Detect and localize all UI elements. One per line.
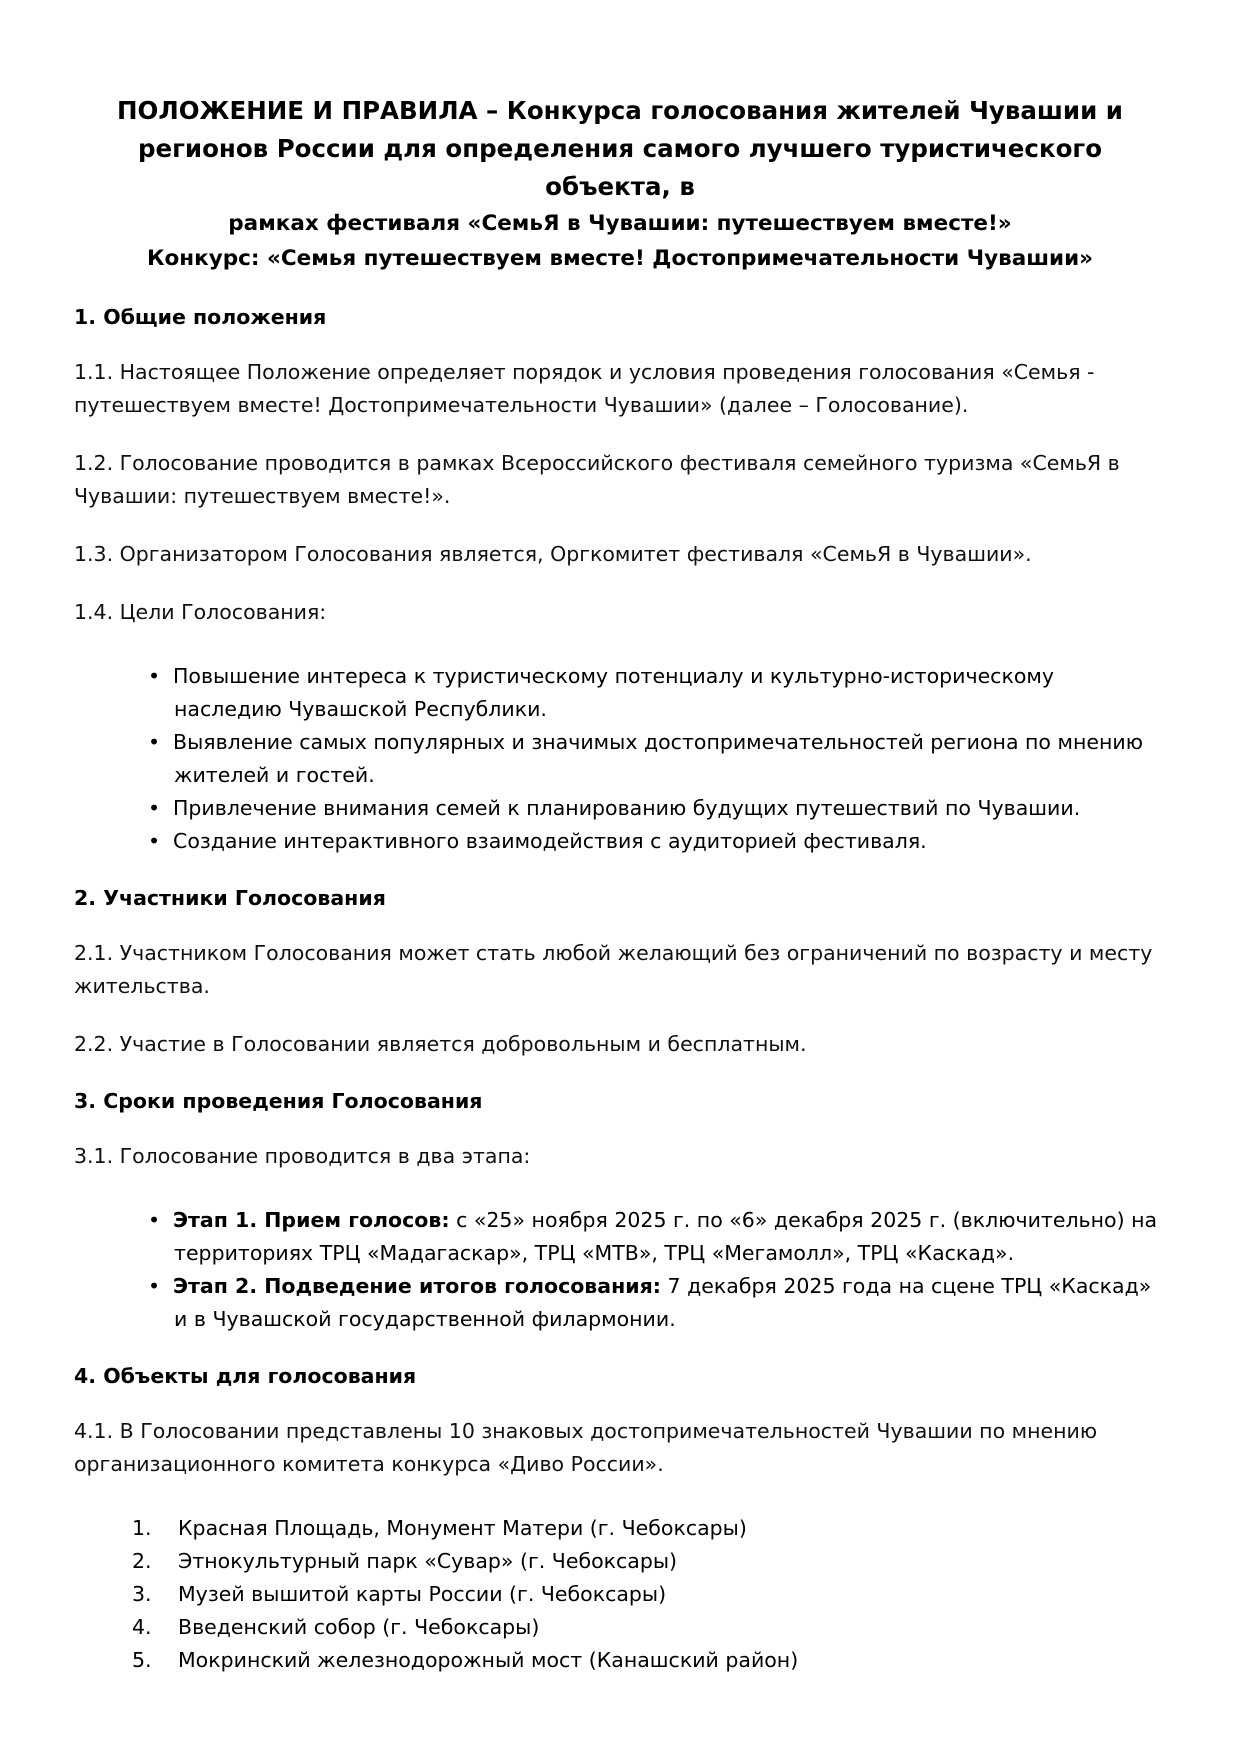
list-item-text — [174, 1204, 1166, 1270]
list-item-text: Красная Площадь, Монумент Матери (г. Чебоксары) — [178, 1516, 747, 1540]
goals-list — [74, 660, 1166, 858]
list-item-text: Музей вышитой карты России (г. Чебоксары) — [178, 1582, 667, 1606]
list-item-number: 1. — [132, 1516, 152, 1540]
list-item-number: 5. — [132, 1648, 152, 1672]
paragraph: 4.1. В Голосовании представлены 10 знаковых достопримечательностей Чувашии по мнению организационного комитета конкурса «Диво России». — [74, 1419, 1098, 1476]
title-line: Конкурс: «Семья путешествуем вместе! Достопримечательности Чувашии» — [146, 246, 1094, 271]
list-item-text: Создание интерактивного взаимодействия с аудиторией фестиваля. — [173, 829, 927, 853]
list-item — [148, 1204, 1166, 1270]
title-line: регионов России для определения самого лучшего туристического объекта, в — [137, 134, 1103, 201]
list-item-text: Привлечение внимания семей к планированию будущих путешествий по Чувашии. — [173, 796, 1081, 820]
paragraph: 1.1. Настоящее Положение определяет порядок и условия проведения голосования «Семья - путешествуем вместе! Достопримечательности Чувашии» (далее – Голосование). — [74, 360, 1095, 417]
list-item — [148, 660, 1166, 726]
paragraph: 1.4. Цели Голосования: — [74, 600, 327, 624]
section-heading: 4. Объекты для голосования — [74, 1364, 417, 1388]
bullet-icon: • — [148, 730, 161, 754]
bullet-icon: • — [148, 829, 161, 853]
paragraph: 2.2. Участие в Голосовании является добровольным и бесплатным. — [74, 1032, 807, 1056]
list-item — [132, 1611, 1166, 1644]
section-heading: 3. Сроки проведения Голосования — [74, 1089, 483, 1113]
list-item-text — [174, 1270, 1166, 1336]
stage-text: 7 декабря 2025 года на сцене ТРЦ «Каскад» и в Чувашской государственной филармонии. — [174, 1274, 1152, 1331]
list-item-number: 2. — [132, 1549, 152, 1573]
list-item — [148, 792, 1166, 825]
stage-text: с «25» ноября 2025 г. по «6» декабря 2025 г. (включительно) на территориях ТРЦ «Мадагаскар», ТРЦ «МТВ», ТРЦ «Мегамолл», ТРЦ «Каскад». — [174, 1208, 1158, 1265]
list-item — [132, 1545, 1166, 1578]
list-item — [132, 1512, 1166, 1545]
title-line: ПОЛОЖЕНИЕ И ПРАВИЛА – Конкурса голосования жителей Чувашии и — [117, 96, 1123, 125]
bullet-icon: • — [148, 1274, 161, 1298]
bullet-icon: • — [148, 796, 161, 820]
list-item-text: Мокринский железнодорожный мост (Канашский район) — [178, 1648, 799, 1672]
list-item — [148, 726, 1166, 792]
list-item-text: Выявление самых популярных и значимых достопримечательностей региона по мнению жителей и гостей. — [173, 730, 1143, 787]
list-item — [148, 1270, 1166, 1336]
list-item-text: Повышение интереса к туристическому потенциалу и культурно-историческому наследию Чувашской Республики. — [173, 664, 1054, 721]
stage-label: Этап 1. Прием голосов: — [173, 1208, 450, 1232]
stages-list — [74, 1204, 1166, 1336]
list-item — [148, 825, 1166, 858]
title-line: рамках фестиваля «СемьЯ в Чувашии: путешествуем вместе!» — [228, 211, 1012, 236]
list-item — [132, 1578, 1166, 1611]
paragraph: 2.1. Участником Голосования может стать любой желающий без ограничений по возрасту и месту жительства. — [74, 941, 1153, 998]
list-item-text: Введенский собор (г. Чебоксары) — [178, 1615, 540, 1639]
paragraph: 3.1. Голосование проводится в два этапа: — [74, 1144, 531, 1168]
list-item-number: 3. — [132, 1582, 152, 1606]
section-heading: 2. Участники Голосования — [74, 886, 386, 910]
objects-list — [74, 1512, 1166, 1677]
paragraph: 1.2. Голосование проводится в рамках Всероссийского фестиваля семейного туризма «СемьЯ в Чувашии: путешествуем вместе!». — [74, 451, 1120, 508]
document-title — [74, 92, 1166, 276]
list-item-number: 4. — [132, 1615, 152, 1639]
bullet-icon: • — [148, 664, 161, 688]
list-item-text: Этнокультурный парк «Сувар» (г. Чебоксары) — [178, 1549, 678, 1573]
paragraph: 1.3. Организатором Голосования является, Оргкомитет фестиваля «СемьЯ в Чувашии». — [74, 542, 1032, 566]
bullet-icon: • — [148, 1208, 161, 1232]
list-item — [132, 1644, 1166, 1677]
section-heading: 1. Общие положения — [74, 305, 327, 329]
stage-label: Этап 2. Подведение итогов голосования: — [173, 1274, 662, 1298]
